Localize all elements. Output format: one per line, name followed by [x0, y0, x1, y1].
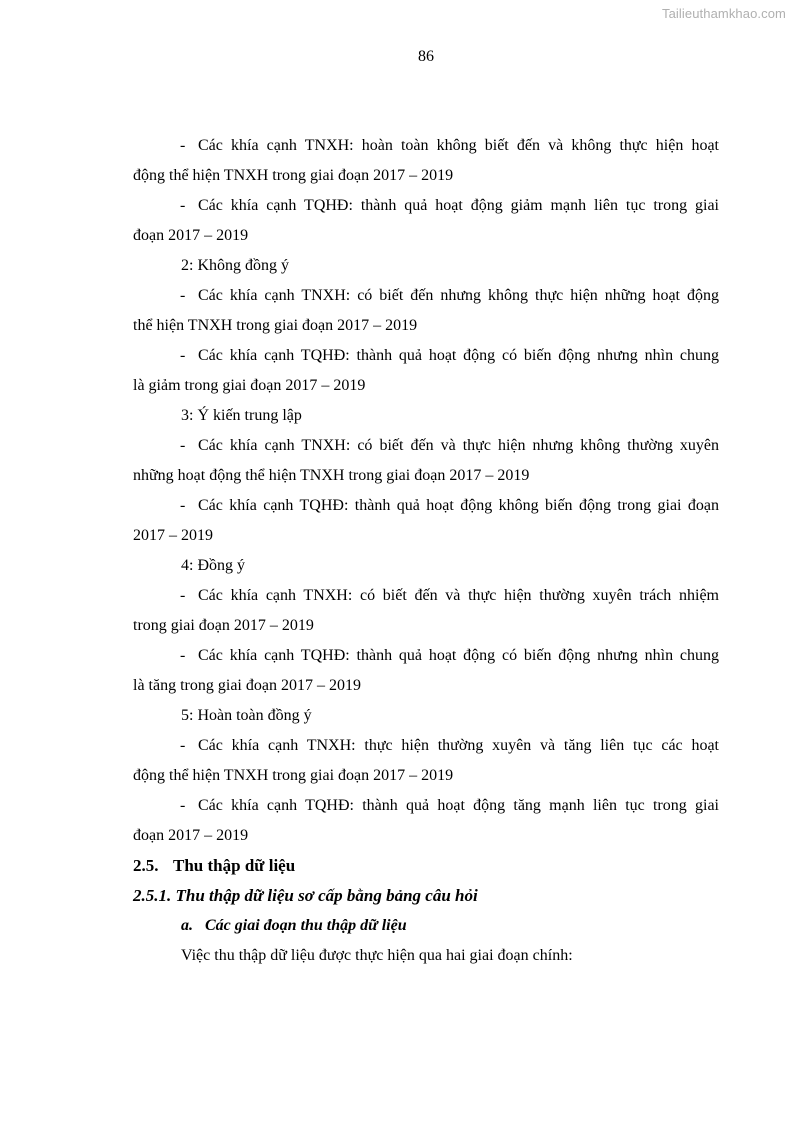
section-heading — [133, 851, 719, 881]
bullet-continuation: những hoạt động thể hiện TNXH trong giai đoạn 2017 – 2019 — [133, 467, 530, 484]
section-number: 2.5. — [133, 856, 159, 875]
subsubsection-number: a. — [181, 917, 193, 934]
scale-level-3: 3: Ý kiến trung lập — [181, 407, 302, 424]
subsection-number: 2.5.1. — [133, 886, 172, 905]
section-title: Thu thập dữ liệu — [173, 856, 296, 875]
bullet-item: - Các khía cạnh TQHĐ: thành quả hoạt động có biến động nhưng nhìn chung — [180, 647, 719, 664]
bullet-continuation: 2017 – 2019 — [133, 527, 213, 544]
body-paragraph: Việc thu thập dữ liệu được thực hiện qua hai giai đoạn chính: — [181, 947, 573, 964]
bullet-item: - Các khía cạnh TNXH: có biết đến nhưng không thực hiện những hoạt động — [180, 287, 719, 304]
subsubsection-title: Các giai đoạn thu thập dữ liệu — [205, 917, 407, 934]
watermark: Tailieuthamkhao.com — [661, 6, 786, 21]
bullet-item: - Các khía cạnh TNXH: hoàn toàn không biết đến và không thực hiện hoạt — [180, 137, 719, 154]
document-body — [133, 131, 719, 971]
scale-level-2: 2: Không đồng ý — [181, 257, 289, 274]
scale-level-5: 5: Hoàn toàn đồng ý — [181, 707, 312, 724]
bullet-continuation: thể hiện TNXH trong giai đoạn 2017 – 2019 — [133, 317, 418, 334]
bullet-item: - Các khía cạnh TNXH: thực hiện thường xuyên và tăng liên tục các hoạt — [180, 737, 719, 754]
bullet-continuation: động thể hiện TNXH trong giai đoạn 2017 – 2019 — [133, 767, 454, 784]
bullet-item: - Các khía cạnh TQHĐ: thành quả hoạt động không biến động trong giai đoạn — [180, 497, 719, 514]
bullet-continuation: động thể hiện TNXH trong giai đoạn 2017 – 2019 — [133, 167, 454, 184]
bullet-continuation: là giảm trong giai đoạn 2017 – 2019 — [133, 377, 366, 394]
bullet-item: - Các khía cạnh TNXH: có biết đến và thực hiện thường xuyên trách nhiệm — [180, 587, 719, 604]
bullet-item: - Các khía cạnh TQHĐ: thành quả hoạt động có biến động nhưng nhìn chung — [180, 347, 719, 364]
bullet-item: - Các khía cạnh TNXH: có biết đến và thực hiện nhưng không thường xuyên — [180, 437, 719, 454]
page-number: 86 — [418, 48, 434, 65]
bullet-item: - Các khía cạnh TQHĐ: thành quả hoạt động giảm mạnh liên tục trong giai — [180, 197, 719, 214]
bullet-item: - Các khía cạnh TQHĐ: thành quả hoạt động tăng mạnh liên tục trong giai — [180, 797, 719, 814]
subsection-heading — [133, 881, 719, 911]
subsubsection-heading — [133, 911, 719, 941]
bullet-continuation: đoạn 2017 – 2019 — [133, 827, 249, 844]
bullet-continuation: là tăng trong giai đoạn 2017 – 2019 — [133, 677, 361, 694]
scale-level-4: 4: Đồng ý — [181, 557, 245, 574]
bullet-continuation: trong giai đoạn 2017 – 2019 — [133, 617, 314, 634]
bullet-continuation: đoạn 2017 – 2019 — [133, 227, 249, 244]
subsection-title: Thu thập dữ liệu sơ cấp bằng bảng câu hỏi — [175, 886, 478, 905]
